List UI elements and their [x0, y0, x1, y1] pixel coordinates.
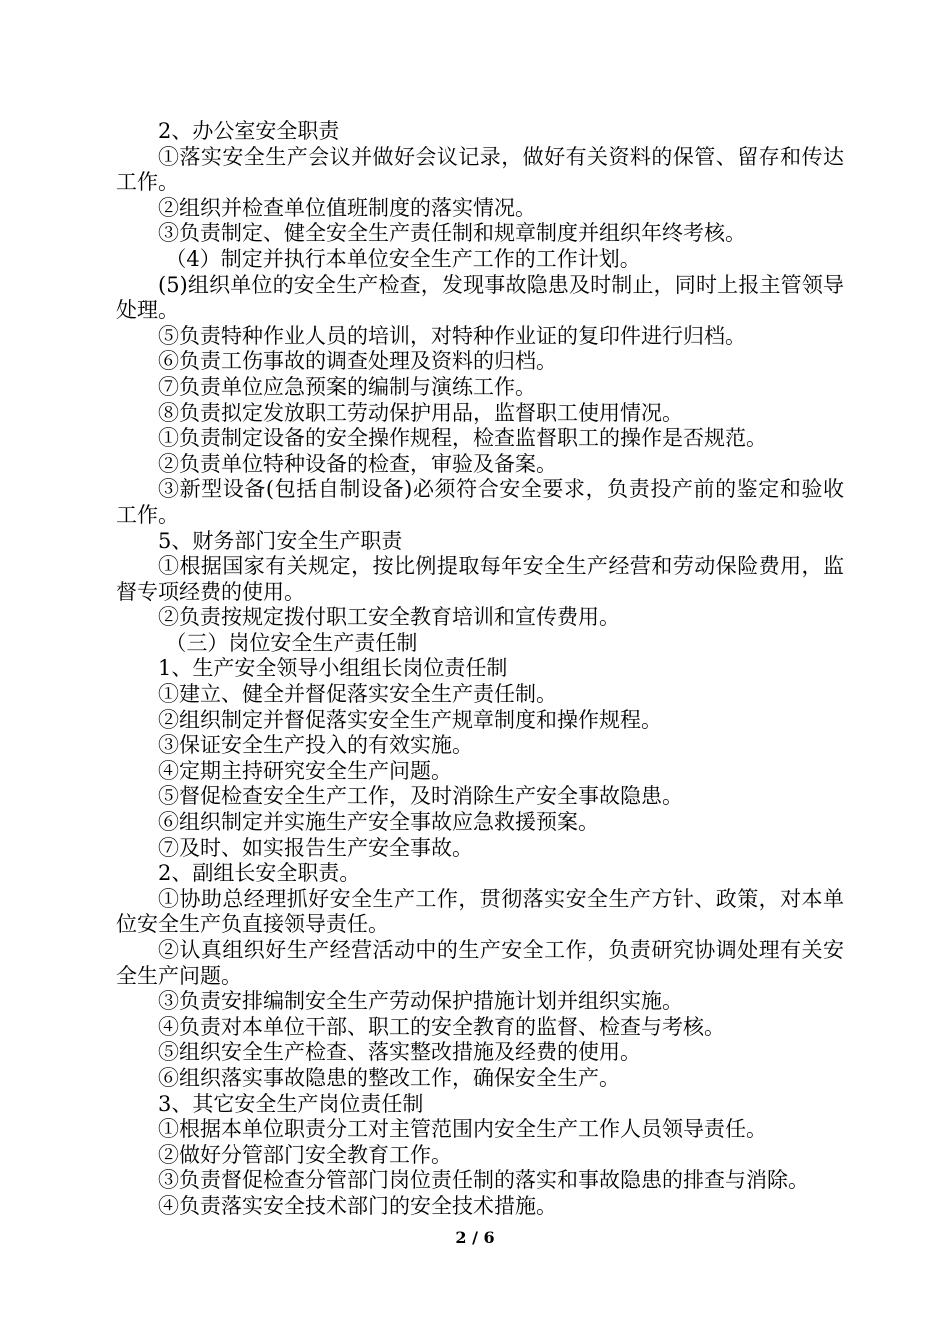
paragraph: ②负责单位特种设备的检查，审验及备案。 [158, 451, 557, 476]
paragraph: ①根据本单位职责分工对主管范围内安全生产工作人员领导责任。 [158, 1117, 767, 1142]
paragraph: ①负责制定设备的安全操作规程，检查监督职工的操作是否规范。 [158, 426, 767, 451]
paragraph: ②组织制定并督促落实安全生产规章制度和操作规程。 [158, 707, 662, 732]
paragraph: ⑦负责单位应急预案的编制与演练工作。 [158, 374, 536, 399]
paragraph: ⑤组织安全生产检查、落实整改措施及经费的使用。 [158, 1040, 641, 1065]
section-heading: 1、生产安全领导小组组长岗位责任制 [158, 656, 508, 681]
paragraph: ③保证安全生产投入的有效实施。 [158, 733, 473, 758]
paragraph: ③负责督促检查分管部门岗位责任制的落实和事故隐患的排查与消除。 [158, 1168, 809, 1193]
paragraph: ⑧负责拟定发放职工劳动保护用品，监督职工使用情况。 [158, 400, 683, 425]
paragraph: ①落实安全生产会议并做好会议记录，做好有关资料的保管、留存和传达工作。 [116, 144, 844, 195]
paragraph: ③新型设备(包括自制设备)必须符合安全要求，负责投产前的鉴定和验收工作。 [116, 477, 844, 527]
section-heading: （三）岗位安全生产责任制 [165, 630, 418, 655]
paragraph: ②做好分管部门安全教育工作。 [158, 1142, 452, 1167]
paragraph: ①根据国家有关规定，按比例提取每年安全生产经营和劳动保险费用，监督专项经费的使用。 [116, 554, 844, 604]
paragraph: ①建立、健全并督促落实安全生产责任制。 [158, 682, 557, 707]
section-heading: 2、副组长安全职责。 [158, 861, 361, 886]
page-number: 2 / 6 [455, 1228, 495, 1247]
paragraph: ⑦及时、如实报告生产安全事故。 [158, 835, 473, 860]
paragraph: (5)组织单位的安全生产检查，发现事故隐患及时制止，同时上报主管领导处理。 [116, 272, 844, 323]
paragraph: ⑤负责特种作业人员的培训，对特种作业证的复印件进行归档。 [158, 323, 746, 348]
paragraph: ④定期主持研究安全生产问题。 [158, 758, 452, 783]
paragraph: ②负责按规定拨付职工安全教育培训和宣传费用。 [158, 605, 620, 630]
paragraph: ⑥组织制定并实施生产安全事故应急救援预案。 [158, 810, 599, 835]
paragraph: ①协助总经理抓好安全生产工作，贯彻落实安全生产方针、政策，对本单位安全生产负直接领导责任。 [116, 886, 844, 937]
paragraph: ⑥负责工伤事故的调查处理及资料的归档。 [158, 349, 557, 374]
paragraph: ④负责对本单位干部、职工的安全教育的监督、检查与考核。 [158, 1014, 725, 1039]
section-heading: 3、其它安全生产岗位责任制 [158, 1091, 424, 1116]
paragraph: （4）制定并执行本单位安全生产工作的工作计划。 [165, 246, 641, 271]
paragraph: ⑥组织落实事故隐患的整改工作，确保安全生产。 [158, 1065, 620, 1090]
paragraph: ②组织并检查单位值班制度的落实情况。 [158, 195, 536, 220]
paragraph: ④负责落实安全技术部门的安全技术措施。 [158, 1193, 557, 1218]
paragraph: ②认真组织好生产经营活动中的生产安全工作，负责研究协调处理有关安全生产问题。 [116, 938, 844, 988]
paragraph: ⑤督促检查安全生产工作，及时消除生产安全事故隐患。 [158, 784, 683, 809]
document-body [116, 119, 844, 1220]
paragraph: ③负责安排编制安全生产劳动保护措施计划并组织实施。 [158, 989, 683, 1014]
section-heading: 2、办公室安全职责 [158, 119, 340, 143]
section-heading: 5、财务部门安全生产职责 [158, 528, 403, 553]
paragraph: ③负责制定、健全安全生产责任制和规章制度并组织年终考核。 [158, 221, 746, 246]
